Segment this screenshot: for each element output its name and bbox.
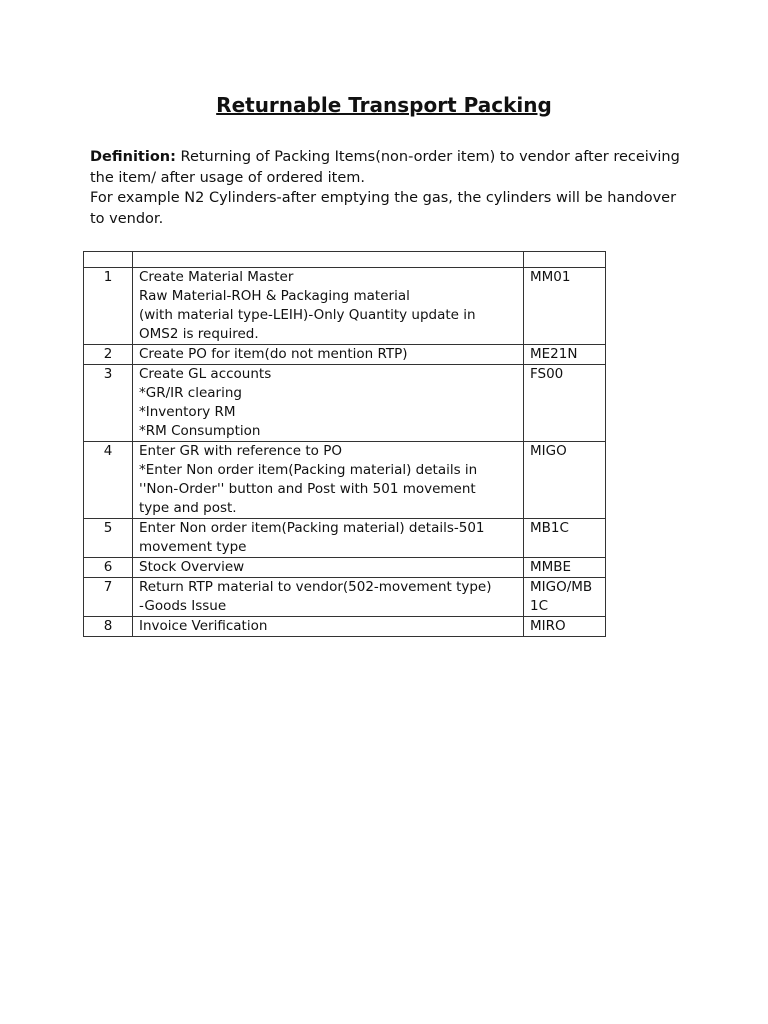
- step-activity-line: type and post.: [139, 500, 237, 516]
- step-activity-line: -Goods Issue: [139, 598, 227, 614]
- header-cell-num: [84, 252, 133, 268]
- definition-text: Returning of Packing Items(non-order item) to vendor after receiving the item/ after usage of ordered item.: [90, 149, 680, 186]
- table-row: [84, 519, 606, 558]
- definition-example: For example N2 Cylinders-after emptying the gas, the cylinders will be handover to vendor.: [90, 190, 677, 227]
- step-activity-line: Create Material Master: [139, 269, 294, 285]
- step-number: 2: [84, 345, 133, 365]
- step-activity-line: Enter GR with reference to PO: [139, 443, 342, 459]
- rtp-steps-table-body: [84, 252, 606, 637]
- table-row: [84, 558, 606, 578]
- step-number: 6: [84, 558, 133, 578]
- step-activity-line: Invoice Verification: [139, 618, 268, 634]
- step-tcode: MIRO: [524, 617, 606, 637]
- table-row: [84, 268, 606, 345]
- step-activity-line: ''Non-Order'' button and Post with 501 movement: [139, 481, 476, 497]
- step-activity-line: Enter Non order item(Packing material) details-501: [139, 520, 485, 536]
- step-tcode: FS00: [524, 365, 606, 442]
- definition-paragraph: [90, 147, 690, 188]
- step-activity: [133, 617, 524, 637]
- step-activity: [133, 268, 524, 345]
- table-header-row: [84, 252, 606, 268]
- step-number: 1: [84, 268, 133, 345]
- step-activity-line: Create GL accounts: [139, 366, 272, 382]
- step-tcode: MIGO: [524, 442, 606, 519]
- step-activity-line: Stock Overview: [139, 559, 245, 575]
- step-activity-line: OMS2 is required.: [139, 326, 259, 342]
- step-number: 7: [84, 578, 133, 617]
- document-title: Returnable Transport Packing: [216, 93, 552, 117]
- step-activity-line: *RM Consumption: [139, 423, 261, 439]
- table-row: [84, 365, 606, 442]
- step-tcode: MB1C: [524, 519, 606, 558]
- header-cell-activity: [133, 252, 524, 268]
- step-activity: [133, 558, 524, 578]
- step-activity-line: *Inventory RM: [139, 404, 236, 420]
- step-activity-line: movement type: [139, 539, 247, 555]
- step-number: 3: [84, 365, 133, 442]
- step-number: 4: [84, 442, 133, 519]
- step-activity-line: *GR/IR clearing: [139, 385, 242, 401]
- step-activity-line: *Enter Non order item(Packing material) details in: [139, 462, 478, 478]
- step-tcode: MIGO/MB 1C: [524, 578, 606, 617]
- step-activity-line: Return RTP material to vendor(502-movement type): [139, 579, 492, 595]
- step-tcode: MMBE: [524, 558, 606, 578]
- step-number: 8: [84, 617, 133, 637]
- step-tcode: ME21N: [524, 345, 606, 365]
- step-activity-line: Create PO for item(do not mention RTP): [139, 346, 408, 362]
- step-tcode: MM01: [524, 268, 606, 345]
- step-activity: [133, 345, 524, 365]
- step-activity: [133, 365, 524, 442]
- definition-block: [90, 147, 690, 229]
- step-activity: [133, 578, 524, 617]
- step-number: 5: [84, 519, 133, 558]
- rtp-steps-table: [83, 251, 606, 637]
- step-activity-line: Raw Material-ROH & Packaging material: [139, 288, 410, 304]
- step-activity: [133, 442, 524, 519]
- table-row: [84, 442, 606, 519]
- definition-label: Definition:: [90, 149, 176, 165]
- table-row: [84, 578, 606, 617]
- step-activity: [133, 519, 524, 558]
- table-row: [84, 345, 606, 365]
- table-row: [84, 617, 606, 637]
- header-cell-tcode: [524, 252, 606, 268]
- step-activity-line: (with material type-LEIH)-Only Quantity update in: [139, 307, 476, 323]
